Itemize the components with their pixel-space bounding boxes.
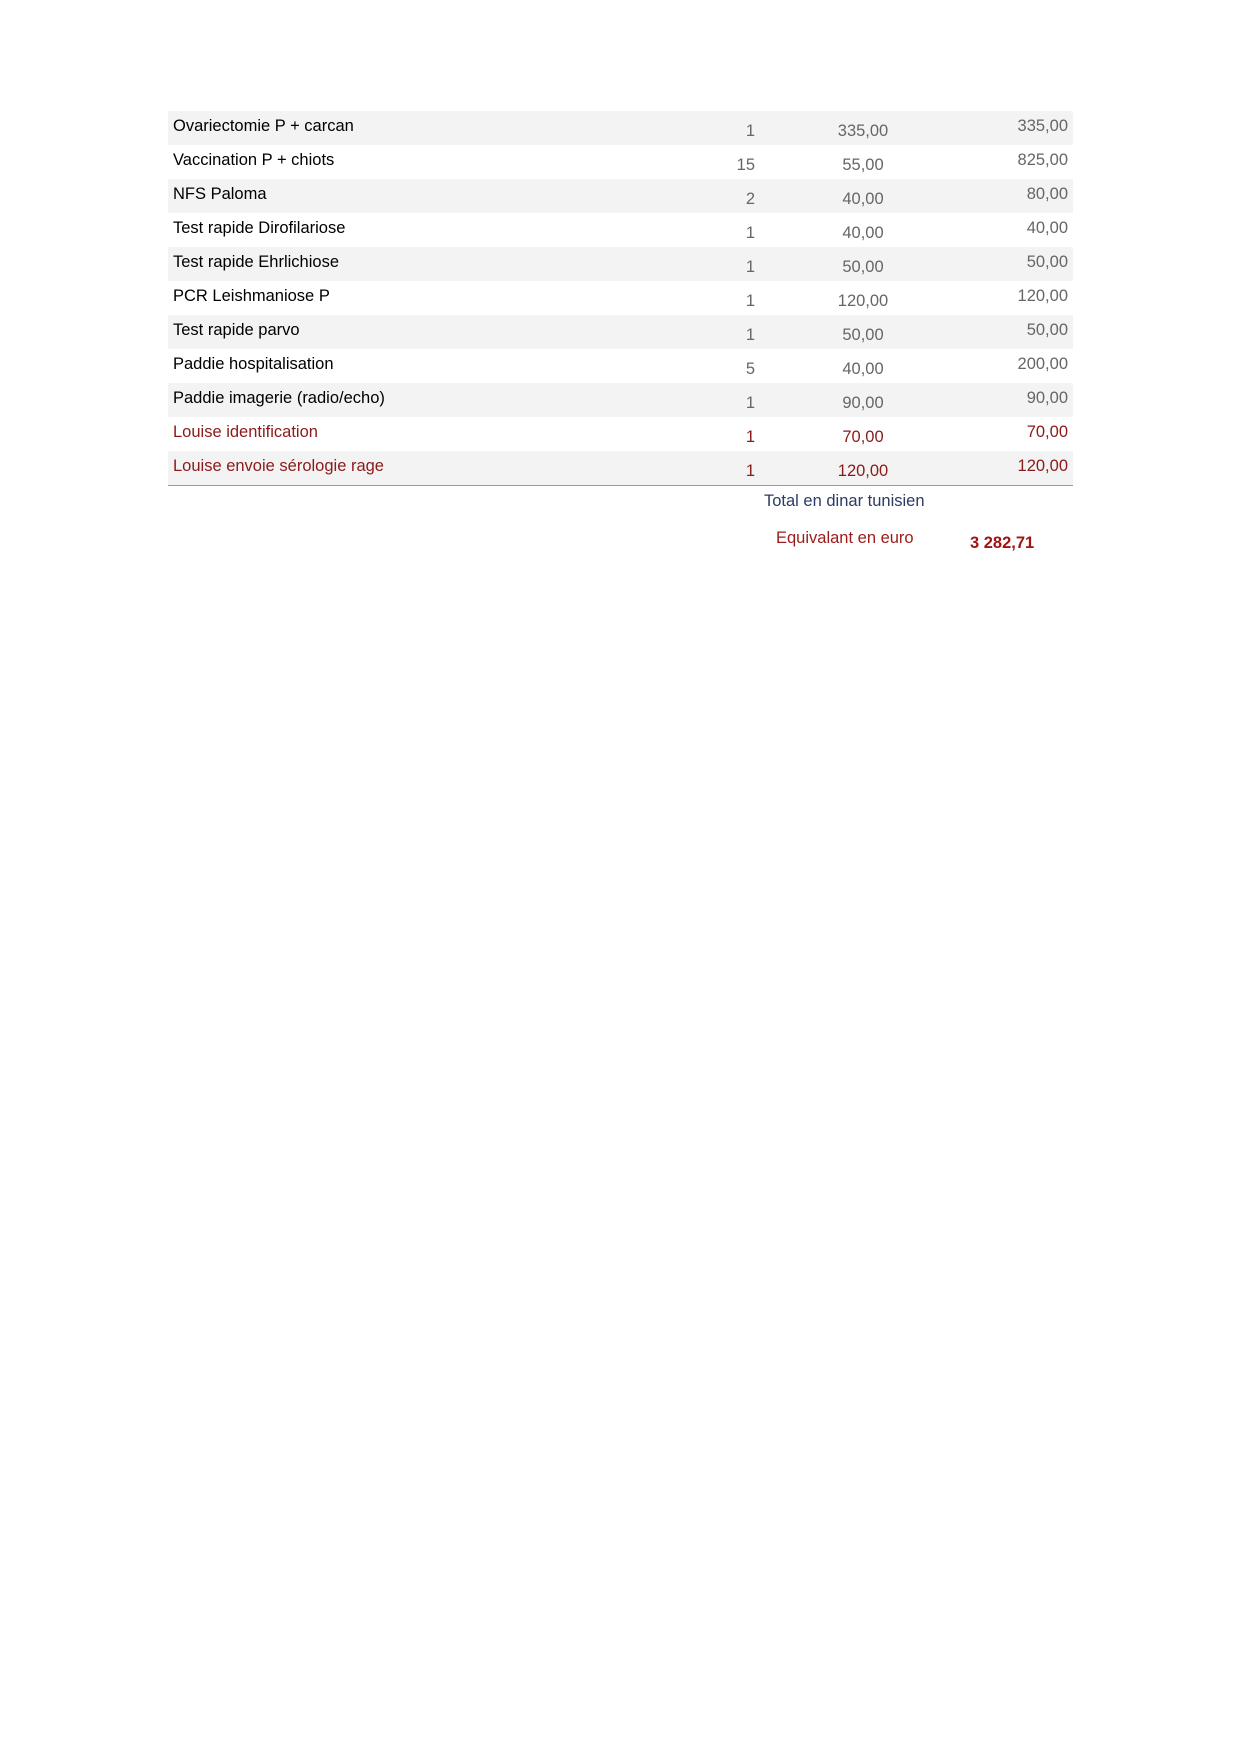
table-row [168,111,1073,145]
row-unit-price: 40,00 [842,224,884,242]
row-quantity: 1 [745,428,755,446]
row-description: Paddie hospitalisation [173,355,334,373]
row-amount: 335,00 [1017,117,1068,135]
row-description: Ovariectomie P + carcan [173,117,354,135]
row-quantity: 1 [745,224,755,242]
table-row [168,315,1073,349]
table-row [168,179,1073,213]
row-unit-price: 50,00 [842,258,884,276]
table-row [168,417,1073,451]
row-description: Test rapide Dirofilariose [173,219,346,237]
row-amount: 90,00 [1026,389,1068,407]
row-unit-price: 40,00 [842,190,884,208]
row-description: Vaccination P + chiots [173,151,335,169]
row-quantity: 1 [745,462,755,480]
euro-equivalent-label: Equivalant en euro [776,529,914,547]
row-quantity: 1 [745,258,755,276]
row-amount: 70,00 [1026,423,1068,441]
row-amount: 120,00 [1017,287,1068,305]
row-unit-price: 70,00 [842,428,884,446]
table-row [168,281,1073,315]
row-description: Louise identification [173,423,318,441]
row-quantity: 15 [736,156,755,174]
row-unit-price: 50,00 [842,326,884,344]
row-amount: 40,00 [1026,219,1068,237]
table-row [168,349,1073,383]
row-quantity: 1 [745,394,755,412]
row-description: Test rapide parvo [173,321,300,339]
row-quantity: 1 [745,122,755,140]
row-unit-price: 40,00 [842,360,884,378]
row-amount: 80,00 [1026,185,1068,203]
row-description: Paddie imagerie (radio/echo) [173,389,385,407]
row-unit-price: 120,00 [837,292,889,310]
row-description: PCR Leishmaniose P [173,287,330,305]
row-unit-price: 55,00 [842,156,884,174]
row-amount: 200,00 [1017,355,1068,373]
table-row [168,247,1073,281]
total-dinar-label: Total en dinar tunisien [764,492,925,510]
row-description: Test rapide Ehrlichiose [173,253,339,271]
row-amount: 825,00 [1017,151,1068,169]
row-quantity: 5 [745,360,755,378]
row-quantity: 2 [745,190,755,208]
row-unit-price: 335,00 [837,122,889,140]
table-row [168,213,1073,247]
invoice-line-items-table [168,111,1073,486]
row-amount: 50,00 [1026,321,1068,339]
row-quantity: 1 [745,292,755,310]
row-description: Louise envoie sérologie rage [173,457,384,475]
euro-equivalent-value: 3 282,71 [970,534,1035,552]
row-amount: 120,00 [1017,457,1068,475]
row-amount: 50,00 [1026,253,1068,271]
row-unit-price: 120,00 [837,462,889,480]
row-description: NFS Paloma [173,185,267,203]
table-row [168,145,1073,179]
row-quantity: 1 [745,326,755,344]
table-row [168,451,1073,485]
table-row [168,383,1073,417]
row-unit-price: 90,00 [842,394,884,412]
